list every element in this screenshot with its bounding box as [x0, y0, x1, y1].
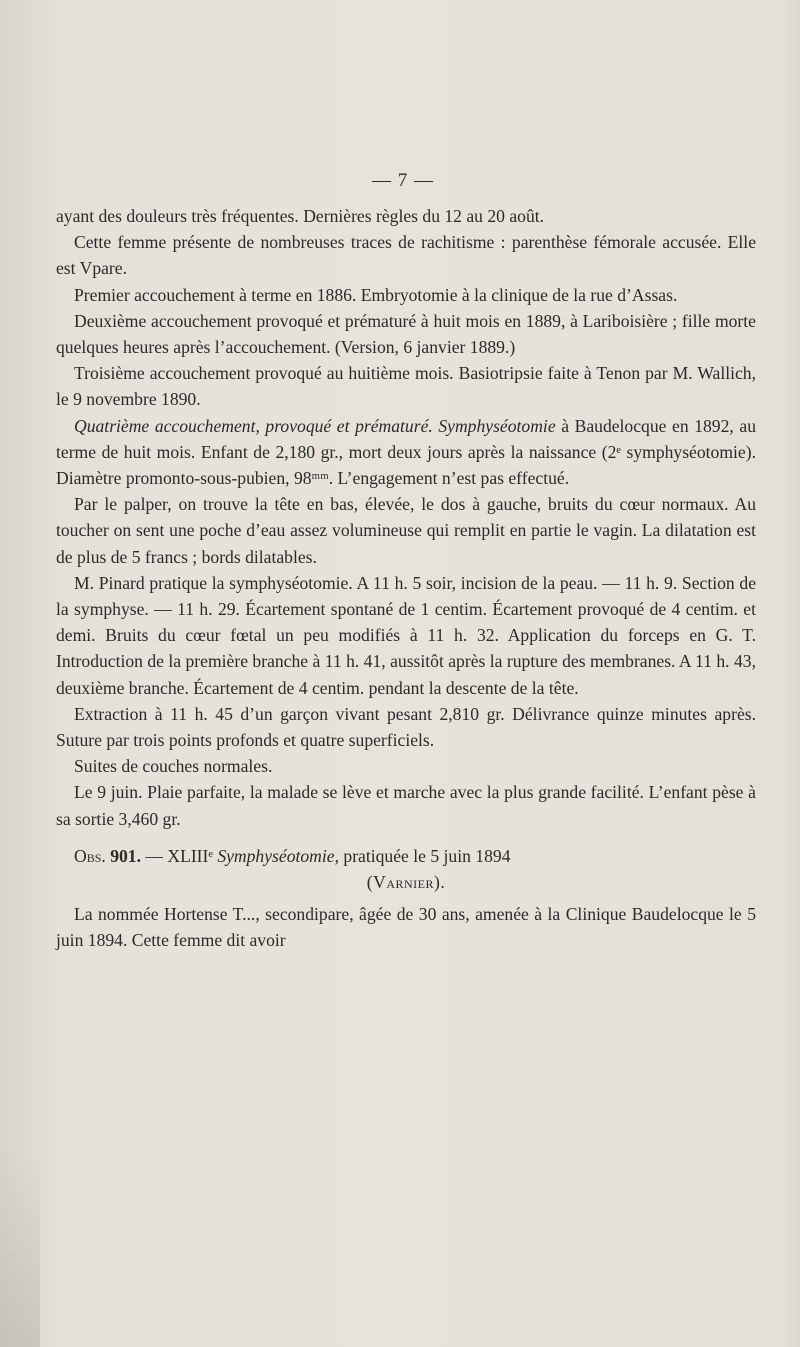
paragraph-fourth-delivery	[56, 413, 756, 492]
final-paragraph: La nommée Hortense T..., secondipare, âgée de 30 ans, amenée à la Clinique Baudelocque le 5 juin 1894. Cette femme dit avoir	[56, 904, 756, 951]
obs-number: 901.	[110, 845, 141, 866]
text-block-1	[56, 203, 756, 413]
obs-prefix: Obs.	[74, 845, 111, 866]
paragraph: Par le palper, on trouve la tête en bas, élevée, le dos à gauche, bruits du cœur normaux. Au toucher on sent une poche d’eau assez volumineuse qui remplit en partie le vagin. La dilatation est de plus de 5 francs ; bords dilatables.	[56, 494, 756, 567]
text-block-2	[56, 491, 756, 832]
paragraph: Deuxième accouchement provoqué et prématuré à huit mois en 1889, à Lariboisière ; fille morte quelques heures après l’accouchement. (Version, 6 janvier 1889.)	[56, 310, 756, 358]
observation-heading	[56, 843, 756, 869]
paragraph-text: à Baudelocque en 1892, au terme de huit mois. Enfant de 2,180 gr., mort deux jours après la naissance (2ᵉ symphyséotomie). Diamètre promonto-sous-pubien, 98ᵐᵐ. L’engagement n’est pas effectué.	[56, 415, 756, 489]
paragraph: M. Pinard pratique la symphyséotomie. A 11 h. 5 soir, incision de la peau. — 11 h. 9. Section de la symphyse. — 11 h. 29. Écartement spontané de 1 centim. Écartement provoqué de 4 centim. et demi. Bruits du cœur fœtal un peu modifiés à 11 h. 32. Application du forceps en G. T. Introduction de la première branche à 11 h. 41, aussitôt après la rupture des membranes. A 11 h. 43, deuxième branche. Écartement de 4 centim. pendant la descente de la tête.	[56, 572, 756, 698]
page-number: — 7 —	[372, 170, 434, 191]
paragraph: Suites de couches normales.	[74, 756, 273, 777]
document-page	[56, 170, 756, 953]
paragraph: ayant des douleurs très fréquentes. Dernières règles du 12 au 20 août.	[56, 206, 545, 226]
paragraph: Troisième accouchement provoqué au huitième mois. Basiotripsie faite à Tenon par M. Wallich, le 9 novembre 1890.	[56, 363, 756, 410]
obs-roman: — XLIIIᵉ	[140, 845, 218, 866]
paragraph: Le 9 juin. Plaie parfaite, la malade se lève et marche avec la plus grande facilité. L’enfant pèse à sa sortie 3,460 gr.	[56, 782, 756, 829]
page-edge-shadow	[0, 1150, 40, 1347]
obs-title-rest: , pratiquée le 5 juin 1894	[334, 845, 511, 866]
observation-author: (Varnier).	[366, 872, 446, 893]
italic-heading: Quatrième accouchement, provoqué et prématuré. Symphyséotomie	[74, 415, 556, 436]
paragraph: Premier accouchement à terme en 1886. Embryotomie à la clinique de la rue d’Assas.	[74, 284, 678, 305]
paragraph: Cette femme présente de nombreuses traces de rachitisme : parenthèse fémorale accusée. Elle est Vpare.	[56, 232, 756, 279]
obs-title-italic: Symphyséotomie	[217, 845, 335, 866]
paragraph: Extraction à 11 h. 45 d’un garçon vivant pesant 2,810 gr. Délivrance quinze minutes après. Suture par trois points profonds et quatre superficiels.	[56, 703, 756, 751]
